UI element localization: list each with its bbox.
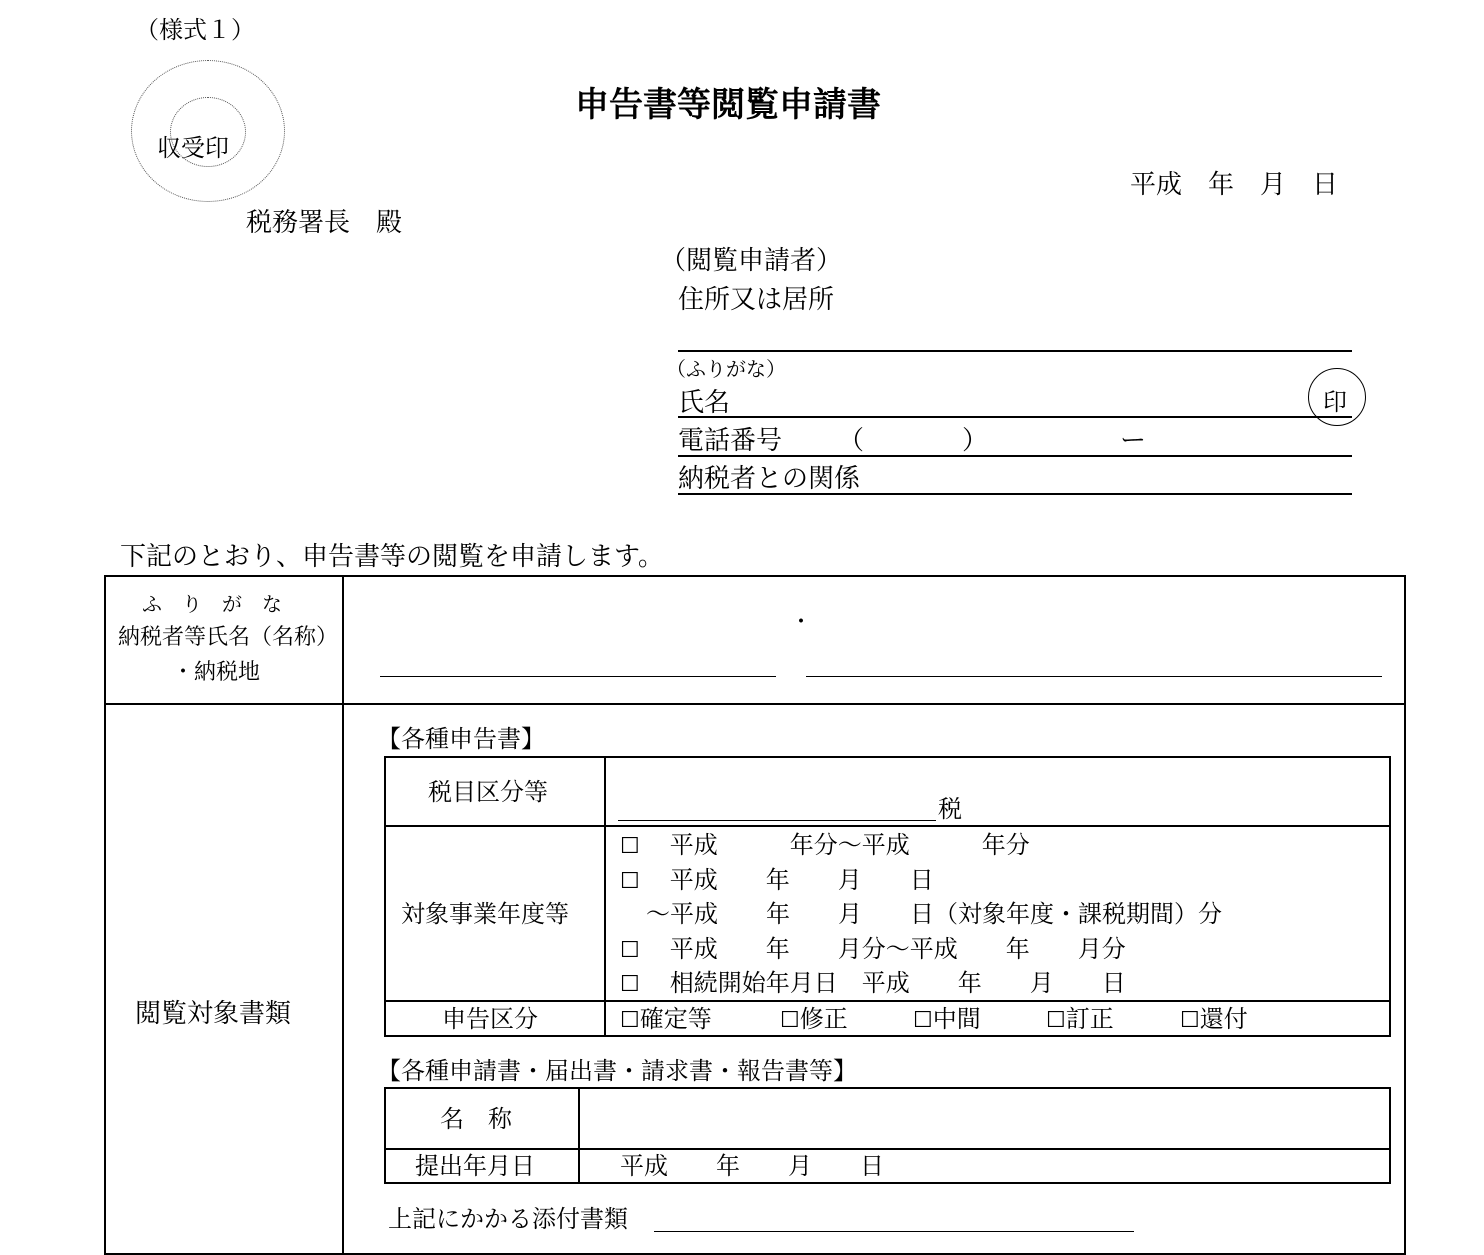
period-line-2: ☐ 平成 年 月 日 <box>620 866 934 894</box>
applications-table-col-divider <box>578 1087 580 1184</box>
relation-line[interactable] <box>678 493 1352 495</box>
checkbox-icon[interactable]: ☐ <box>913 1008 933 1033</box>
period-line-1: ☐ 平成 年分～平成 年分 <box>620 831 1030 859</box>
date-line: 平成 年 月 日 <box>1130 170 1339 200</box>
row2-target-documents-label: 閲覧対象書類 <box>135 999 292 1029</box>
returns-section-heading: 【各種申告書】 <box>377 725 545 753</box>
returns-table-col-divider <box>604 756 606 1037</box>
filing-type-chukan[interactable]: ☐中間 <box>913 1005 981 1033</box>
attachments-line[interactable] <box>654 1231 1134 1232</box>
furigana-label: （ふりがな） <box>666 357 786 381</box>
seal-label: 印 <box>1323 388 1347 416</box>
document-name-label: 名 称 <box>440 1105 512 1133</box>
applicant-heading: （閲覧申請者） <box>660 246 843 276</box>
row1-taxpayer-name-label: 納税者等氏名（名称） <box>118 625 339 650</box>
address-line[interactable] <box>678 350 1352 352</box>
tax-item-line[interactable] <box>618 820 936 821</box>
main-table-row-divider <box>104 703 1406 705</box>
phone-label: 電話番号 <box>678 426 783 456</box>
name-line[interactable] <box>678 416 1352 418</box>
document-name-field[interactable] <box>582 1091 1387 1145</box>
tax-suffix: 税 <box>938 795 962 823</box>
filing-type-kanpu[interactable]: ☐還付 <box>1180 1005 1248 1033</box>
checkbox-icon[interactable]: ☐ <box>620 1008 640 1033</box>
filing-type-label: 申告区分 <box>442 1005 538 1033</box>
submission-date-value[interactable]: 平成 年 月 日 <box>620 1152 884 1180</box>
phone-dash: ー <box>1120 426 1147 456</box>
phone-close-paren: ） <box>962 426 989 456</box>
returns-row-divider-2 <box>384 1000 1391 1002</box>
filing-type-shusei[interactable]: ☐修正 <box>780 1005 848 1033</box>
checkbox-icon[interactable]: ☐ <box>620 869 640 894</box>
period-label: 対象事業年度等 <box>401 900 569 928</box>
main-table-col-divider <box>342 575 344 1255</box>
applications-section-heading: 【各種申請書・届出書・請求書・報告書等】 <box>377 1057 857 1085</box>
checkbox-icon[interactable]: ☐ <box>620 972 640 997</box>
intro-text: 下記のとおり、申告書等の閲覧を申請します。 <box>120 542 664 572</box>
row1-tax-place-label: ・納税地 <box>172 660 261 685</box>
filing-type-kakutei[interactable]: ☐確定等 <box>620 1005 712 1033</box>
attachments-label: 上記にかかる添付書類 <box>388 1205 628 1233</box>
checkbox-icon[interactable]: ☐ <box>620 834 640 859</box>
checkbox-icon[interactable]: ☐ <box>1180 1008 1200 1033</box>
submission-date-label: 提出年月日 <box>415 1152 535 1180</box>
returns-row-divider-1 <box>384 825 1391 827</box>
checkbox-icon[interactable]: ☐ <box>1046 1008 1066 1033</box>
applications-row-divider <box>384 1148 1391 1150</box>
address-label: 住所又は居所 <box>678 285 835 315</box>
row1-separator-dot: ・ <box>790 610 813 635</box>
taxpayer-name-line[interactable] <box>380 676 776 677</box>
checkbox-icon[interactable]: ☐ <box>780 1008 800 1033</box>
period-line-4: ☐ 平成 年 月分～平成 年 月分 <box>620 935 1126 963</box>
name-label: 氏名 <box>678 388 731 418</box>
receipt-stamp-label: 収受印 <box>157 134 229 162</box>
phone-line[interactable] <box>678 455 1352 457</box>
phone-open-paren: （ <box>838 426 865 456</box>
addressee: 税務署長 殿 <box>246 208 403 238</box>
period-line-3: ～平成 年 月 日（対象年度・課税期間）分 <box>646 900 1222 928</box>
tax-place-line[interactable] <box>806 676 1382 677</box>
checkbox-icon[interactable]: ☐ <box>620 938 640 963</box>
form-number: （様式１） <box>135 16 255 44</box>
document-title: 申告書等閲覧申請書 <box>575 85 881 125</box>
period-line-5: ☐ 相続開始年月日 平成 年 月 日 <box>620 969 1126 997</box>
filing-type-teisei[interactable]: ☐訂正 <box>1046 1005 1114 1033</box>
relation-label: 納税者との関係 <box>678 464 861 494</box>
row1-furigana-label: ふ り が な <box>142 592 282 616</box>
tax-item-label: 税目区分等 <box>428 778 548 806</box>
